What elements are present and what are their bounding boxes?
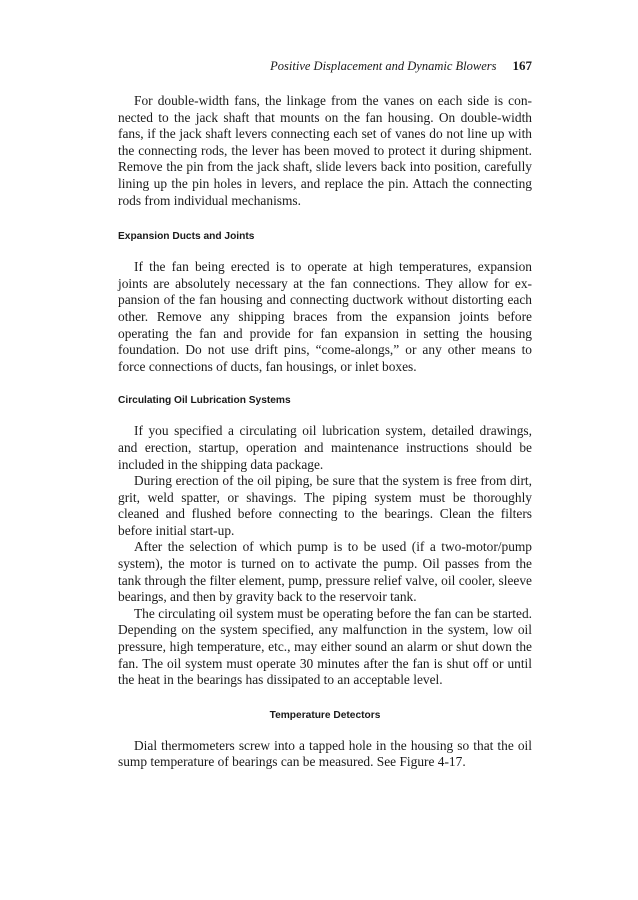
intro-paragraph: For double-width fans, the linkage from the vanes on each side is connected to the jack shaft that mounts on the fan housing. On double-width fans, if the jack shaft levers connecting each set of vanes do not line up with the connecting rods, the lever has been moved to protect it during shipment. Remove the pin from the jack shaft, slide levers back into position, carefully lining up the pin holes in levers, and replace the pin. Attach the connecting rods from individual mechanisms. (118, 93, 532, 208)
heading-expansion-ducts: Expansion Ducts and Joints (118, 231, 255, 243)
lubrication-paragraph-1: If you specified a circulating oil lubrication system, detailed drawings, and erection, startup, operation and maintenance instructions should be included in the shipping data package. (118, 423, 532, 472)
running-title: Positive Displacement and Dynamic Blowers (270, 59, 497, 73)
heading-oil-lubrication: Circulating Oil Lubrication Systems (118, 395, 291, 407)
lubrication-paragraph-3: After the selection of which pump is to be used (if a two-motor/pump system), the motor is turned on to activate the pump. Oil passes from the tank through the filter element, pump, pressure relief valve, oil cooler, sleeve bearings, and then by gravity back to the reservoir tank. (118, 539, 532, 605)
temperature-paragraph: Dial thermometers screw into a tapped hole in the housing so that the oil sump temperature of bearings can be measured. See Figure 4-17. (118, 737, 532, 770)
heading-temperature-detectors: Temperature Detectors (269, 709, 381, 721)
page-number: 167 (512, 58, 532, 73)
lubrication-paragraph-2: During erection of the oil piping, be sure that the system is free from dirt, grit, weld spatter, or shavings. The piping system must be thoroughly cleaned and flushed before connecting to the bearings. Clean the filters before initial start-up. (118, 473, 532, 538)
running-header (118, 58, 532, 78)
expansion-paragraph: If the fan being erected is to operate at high temperatures, expansion joints are absolutely necessary at the fan connections. They allow for expansion of the fan housing and connecting ductwork without distorting each other. Remove any shipping braces from the expansion joints before operating the fan and provide for fan expansion in setting the housing foundation. Do not use drift pins, “come-alongs,” or any other means to force connections of ducts, fan housings, or inlet boxes. (118, 259, 532, 374)
lubrication-paragraph-4: The circulating oil system must be operating before the fan can be started. Depending on the system specified, any malfunction in the system, low oil pressure, high temperature, etc., may either sound an alarm or shut down the fan. The oil system must operate 30 minutes after the fan is shut off or until the heat in the bearings has dissipated to an acceptable level. (118, 605, 532, 688)
book-page (118, 58, 532, 771)
